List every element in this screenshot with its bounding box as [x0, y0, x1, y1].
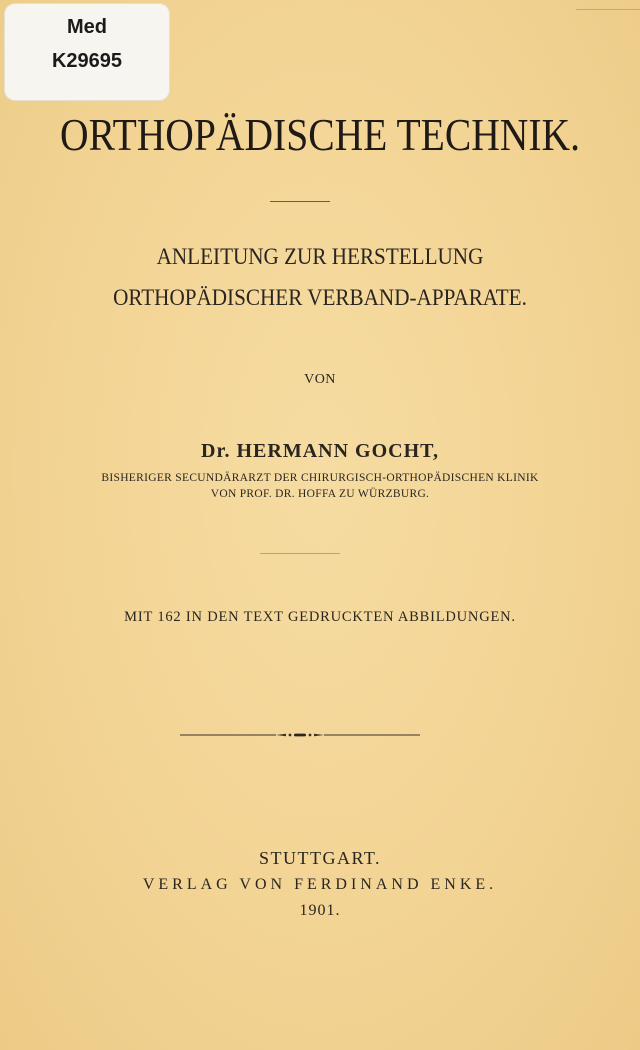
- subtitle-line-2: ORTHOPÄDISCHER VERBAND-APPARATE.: [113, 285, 527, 310]
- author-fullname: HERMANN GOCHT,: [236, 440, 439, 462]
- page-corner-mark: [576, 0, 640, 10]
- imprint-publisher: VERLAG VON FERDINAND ENKE.: [142, 876, 498, 893]
- affiliation-line-2: VON PROF. DR. HOFFA ZU WÜRZBURG.: [210, 488, 430, 500]
- illustrations-note: MIT 162 IN DEN TEXT GEDRUCKTEN ABBILDUNGEN.: [124, 609, 516, 625]
- label-shelfmark: K29695: [51, 50, 123, 72]
- author-name: [0, 440, 640, 463]
- book-title: ORTHOPÄDISCHE TECHNIK.: [59, 109, 580, 160]
- author-prefix: Dr.: [201, 440, 231, 462]
- imprint-city: STUTTGART.: [258, 848, 382, 868]
- subtitle-line-1: ANLEITUNG ZUR HERSTELLUNG: [156, 244, 484, 269]
- label-collection: Med: [67, 16, 107, 38]
- imprint-year: 1901.: [299, 902, 341, 919]
- title-divider: [270, 201, 330, 202]
- library-label: [5, 4, 169, 100]
- ornamental-rule: [180, 729, 420, 741]
- affiliation-line-1: BISHERIGER SECUNDÄRARZT DER CHIRURGISCH-ORTHOPÄDISCHEN KLINIK: [101, 472, 539, 484]
- by-line: VON: [304, 372, 336, 387]
- section-divider: [260, 553, 340, 554]
